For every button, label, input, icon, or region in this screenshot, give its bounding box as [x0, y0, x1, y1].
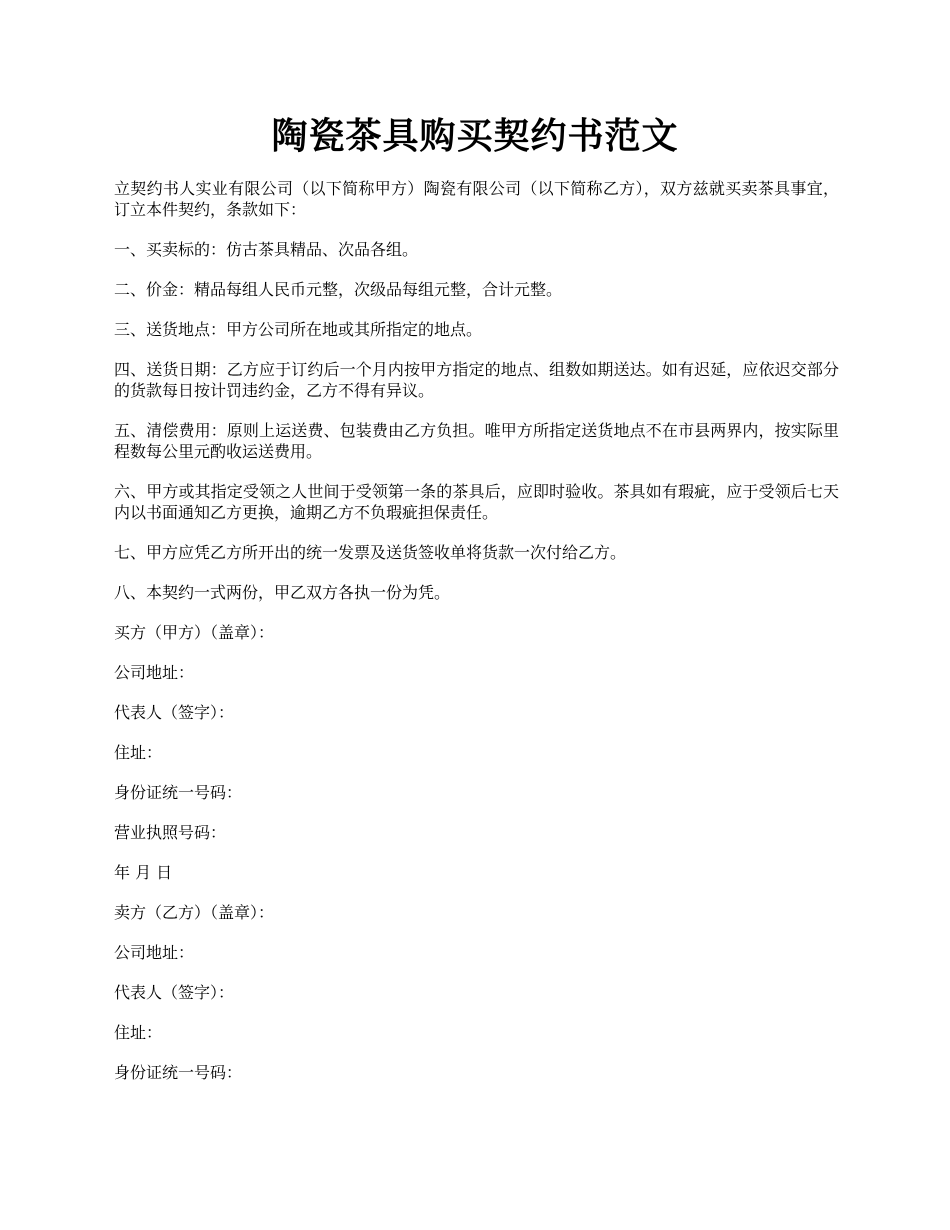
clause-2: 二、价金：精品每组人民币元整，次级品每组元整，合计元整。	[114, 280, 563, 299]
seller-representative: 代表人（签字）：	[114, 983, 235, 1002]
document-body	[114, 178, 839, 1102]
buyer-license-number: 营业执照号码：	[114, 823, 227, 842]
clause-3: 三、送货地点：甲方公司所在地或其所指定的地点。	[114, 320, 483, 339]
clause-1: 一、买卖标的：仿古茶具精品、次品各组。	[114, 240, 419, 259]
document-title: 陶瓷茶具购买契约书范文	[271, 115, 679, 157]
buyer-id-number: 身份证统一号码：	[114, 783, 243, 802]
seller-address: 住址：	[114, 1023, 163, 1042]
seller-signature-block	[114, 902, 839, 1083]
seller-company-address: 公司地址：	[114, 943, 195, 962]
clause-4: 四、送货日期：乙方应于订约后一个月内按甲方指定的地点、组数如期送达。如有迟延，应依迟交部分的货款每日按计罚违约金，乙方不得有异议。	[114, 360, 839, 400]
clause-6: 六、甲方或其指定受领之人世间于受领第一条的茶具后，应即时验收。茶具如有瑕疵，应于受领后七天内以书面通知乙方更换，逾期乙方不负瑕疵担保责任。	[114, 482, 839, 522]
intro-paragraph: 立契约书人实业有限公司（以下简称甲方）陶瓷有限公司（以下简称乙方），双方兹就买卖茶具事宜，订立本件契约，条款如下：	[114, 179, 839, 219]
seller-heading: 卖方（乙方）（盖章）：	[114, 903, 275, 922]
buyer-date: 年 月 日	[114, 863, 173, 882]
buyer-heading: 买方（甲方）（盖章）：	[114, 623, 275, 642]
buyer-address: 住址：	[114, 743, 163, 762]
clause-7: 七、甲方应凭乙方所开出的统一发票及送货签收单将货款一次付给乙方。	[114, 543, 627, 562]
buyer-signature-block	[114, 622, 839, 883]
seller-id-number: 身份证统一号码：	[114, 1063, 243, 1082]
clause-8: 八、本契约一式两份，甲乙双方各执一份为凭。	[114, 583, 451, 602]
clause-5: 五、清偿费用：原则上运送费、包装费由乙方负担。唯甲方所指定送货地点不在市县两界内，按实际里程数每公里元酌收运送费用。	[114, 421, 839, 461]
buyer-representative: 代表人（签字）：	[114, 703, 235, 722]
buyer-company-address: 公司地址：	[114, 663, 195, 682]
